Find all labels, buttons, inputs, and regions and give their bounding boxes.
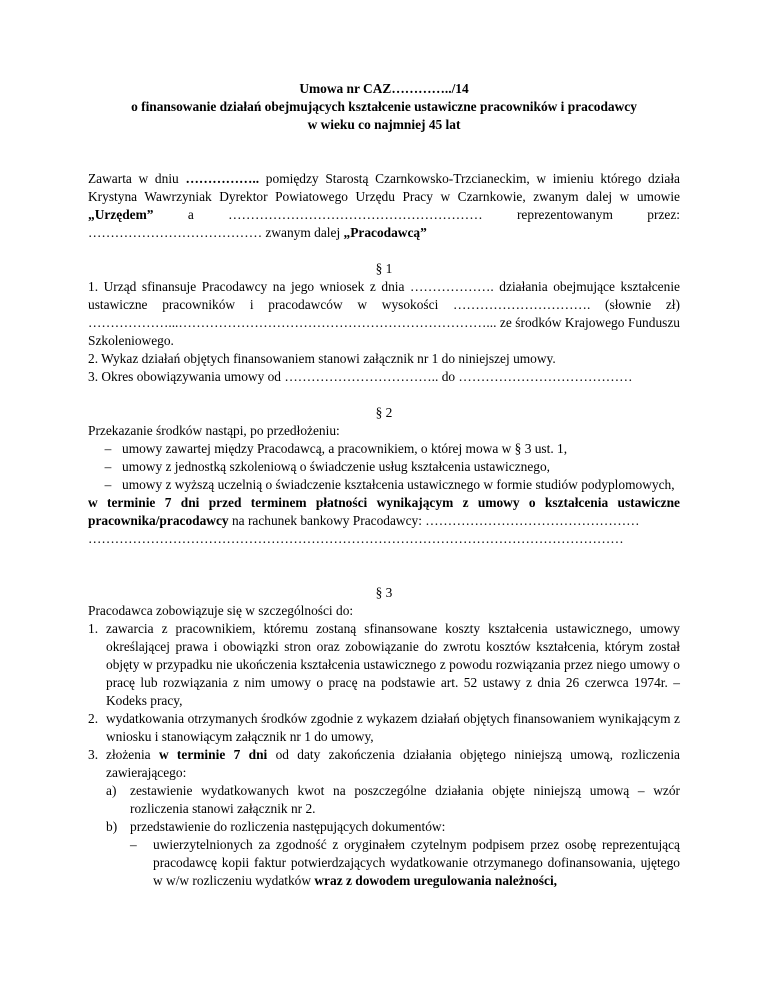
list-item: a) zestawienie wydatkowanych kwot na poszczególne działania objęte niniejszą umową – wzór rozliczenia stanowi załącznik nr 2. xyxy=(106,783,680,816)
section-1-item-3: 3. Okres obowiązywania umowy od …………………………….. do ………………………………… xyxy=(88,369,633,384)
list-item: 3. złożenia w terminie 7 dni od daty zakończenia działania objętego niniejszą umową, rozliczenia zawierającego: a) zestawienie wydatkowanych kwot na poszczególne działania objęte niniejszą umową – wzór rozliczenia stanowi załącznik nr 2. b) przedstawienie do rozliczenia następujących dokumentów: – uwierzytelnionych za zgodność z oryginałem czytelnym podpisem przez osobę reprezentującą pracodawcę kopii faktur potwierdzających wydatkowanie otrzymanego dofinansowania, ujętego w w/w rozliczeniu wydatków wraz z dowodem uregulowania należności, xyxy=(88,747,680,888)
section-1-heading: § 1 xyxy=(375,261,393,276)
section-2-payment-term: w terminie 7 dni przed terminem płatności wynikającym z umowy o kształcenia ustawiczne pracownika/pracodawcy na rachunek bankowy Pracodawcy: ………………………………………… xyxy=(88,495,680,528)
section-3-heading: § 3 xyxy=(375,585,393,600)
section-1-item-1: 1. Urząd sfinansuje Pracodawcy na jego wniosek z dnia ………………. działania obejmujące kształcenie ustawiczne pracowników i pracodawców w wysokości …………………………. (słownie zł) ………………...……………………………………………………………... ze środków Krajowego Funduszu Szkoleniowego. xyxy=(88,279,680,348)
pracodawca-term: „Pracodawcą” xyxy=(343,225,427,240)
urzad-term: „Urzędem” xyxy=(88,207,154,222)
title-line-2: o finansowanie działań obejmujących kształcenie ustawiczne pracowników i pracodawcy xyxy=(131,99,637,114)
intro-paragraph: Zawarta w dniu …………….. pomiędzy Starostą Czarnkowsko-Trzcianeckim, w imieniu którego działa Krystyna Wawrzyniak Dyrektor Powiatowego Urzędu Pracy w Czarnkowie, zwanym dalej w umowie „Urzędem” a ………………………………………………… reprezentowanym przez: ………………………………… zwanym dalej „Pracodawcą” xyxy=(88,171,680,240)
section-3-sublist xyxy=(106,782,680,890)
section-2-heading: § 2 xyxy=(375,405,393,420)
list-item: – umowy z jednostką szkoleniową o świadczenie usług kształcenia ustawicznego, xyxy=(104,459,550,474)
list-item: – uwierzytelnionych za zgodność z oryginałem czytelnym podpisem przez osobę reprezentującą pracodawcę kopii faktur potwierdzających wydatkowanie otrzymanego dofinansowania, ujętego w w/w rozliczeniu wydatków wraz z dowodem uregulowania należności, xyxy=(130,837,680,888)
title-line-1: Umowa nr CAZ…………../14 xyxy=(299,81,469,96)
document-title xyxy=(88,80,680,134)
section-1-item-2: 2. Wykaz działań objętych finansowaniem stanowi załącznik nr 1 do niniejszej umowy. xyxy=(88,351,556,366)
title-line-3: w wieku co najmniej 45 lat xyxy=(307,117,461,132)
section-2-intro: Przekazanie środków nastąpi, po przedłożeniu: xyxy=(88,423,340,438)
list-item: – umowy z wyższą uczelnią o świadczenie kształcenia ustawicznego w formie studiów podyplomowych, xyxy=(104,477,675,492)
list-item: 1. zawarcia z pracownikiem, któremu zostaną sfinansowane koszty kształcenia ustawicznego, umowy określającej prawa i obowiązki stron oraz zobowiązanie do zwrotu kosztów kształcenia, którym został objęty w przypadku nie ukończenia kształcenia ustawicznego z powodu rozwiązania przez niego umowy o pracę lub rozwiązania z nim umowy o pracę na podstawie art. 52 ustawy z dnia 26 czerwca 1974r. – Kodeks pracy, xyxy=(88,621,680,708)
list-item: b) przedstawienie do rozliczenia następujących dokumentów: – uwierzytelnionych za zgodność z oryginałem czytelnym podpisem przez osobę reprezentującą pracodawcę kopii faktur potwierdzających wydatkowanie otrzymanego dofinansowania, ujętego w w/w rozliczeniu wydatków wraz z dowodem uregulowania należności, xyxy=(106,819,680,888)
list-item: 2. wydatkowania otrzymanych środków zgodnie z wykazem działań objętych finansowaniem wynikającym z wniosku i stanowiącym załącznik nr 1 do umowy, xyxy=(88,711,680,744)
section-2-list xyxy=(88,440,680,494)
documents-list xyxy=(130,836,680,890)
contract-date-blank: …………….. xyxy=(185,171,260,186)
section-3-intro: Pracodawca zobowiązuje się w szczególności do: xyxy=(88,603,354,618)
list-item: – umowy zawartej między Pracodawcą, a pracownikiem, o której mowa w § 3 ust. 1, xyxy=(104,441,568,456)
section-2-account-dots: ………………………………………………………………………………………………………… xyxy=(88,531,624,546)
section-3-list xyxy=(88,620,680,890)
